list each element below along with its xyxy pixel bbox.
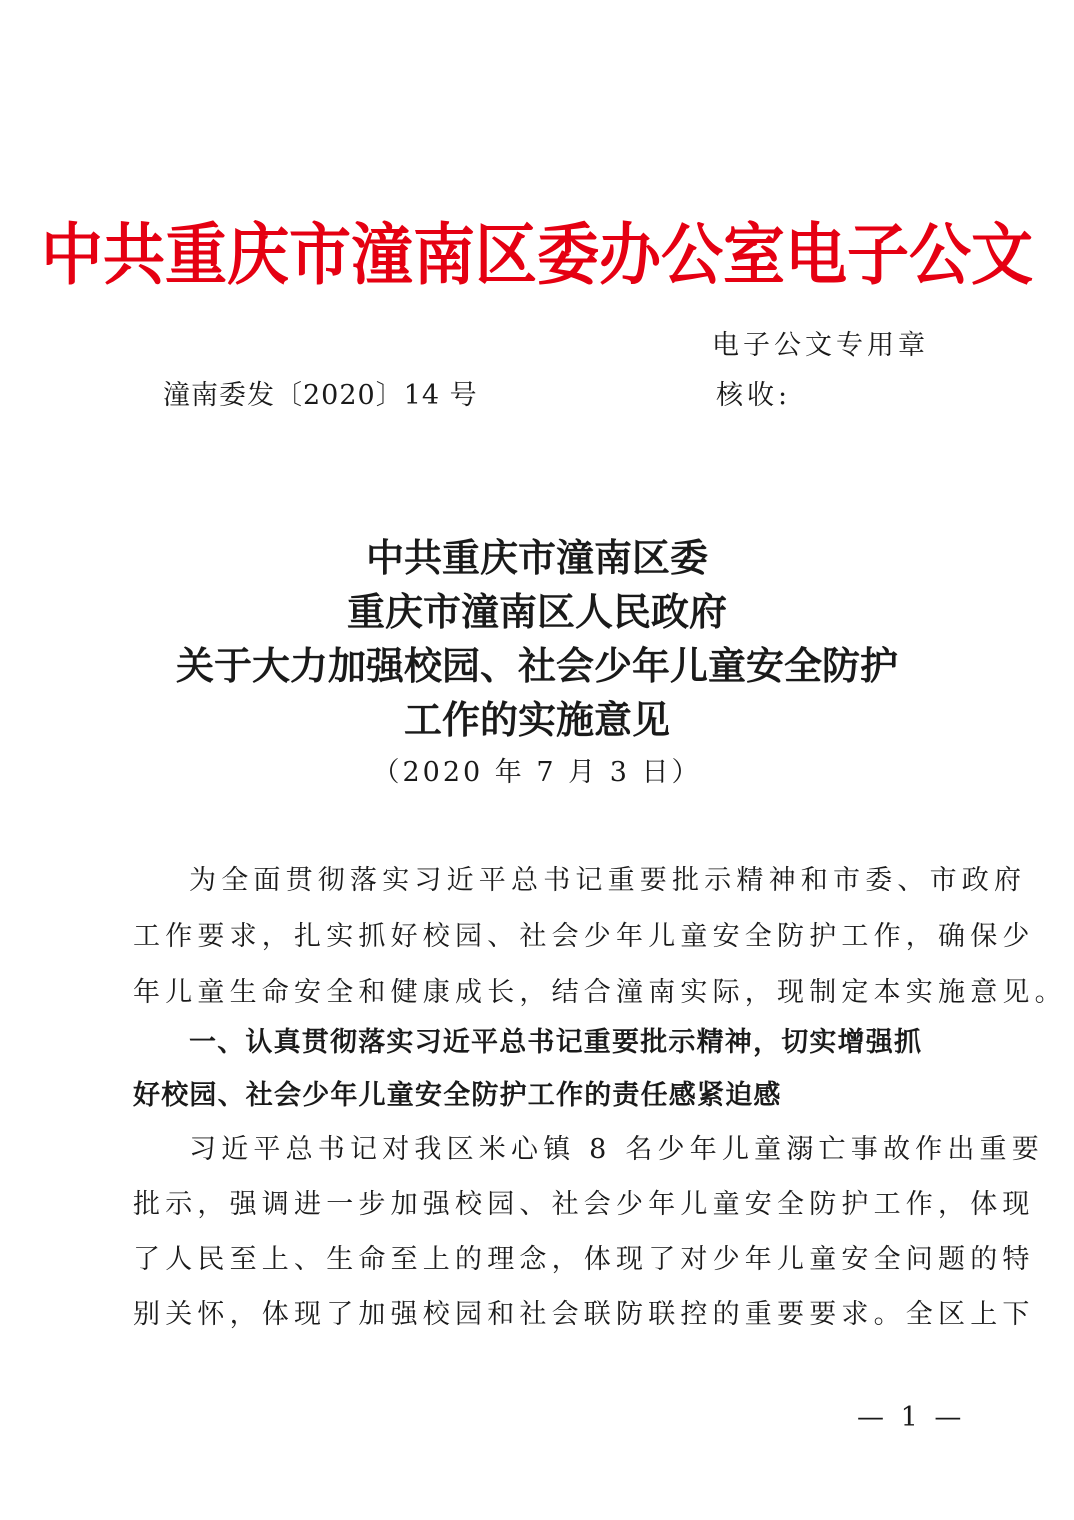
masthead-title: 中共重庆市潼南区委办公室电子公文 <box>40 215 1033 295</box>
section-heading-line: 一、认真贯彻落实习近平总书记重要批示精神，切实增强抓 <box>189 1027 923 1058</box>
document-title-line: 重庆市潼南区人民政府 <box>346 589 727 634</box>
paragraph-line: 为全面贯彻落实习近平总书记重要批示精神和市委、市政府 <box>189 865 1027 896</box>
document-date: （2020 年 7 月 3 日） <box>372 757 702 788</box>
document-number: 潼南委发〔2020〕14 号 <box>163 380 478 411</box>
seal-label: 电子公文专用章 <box>712 330 929 361</box>
document-title-line: 关于大力加强校园、社会少年儿童安全防护 <box>175 643 898 688</box>
paragraph-line: 习近平总书记对我区米心镇 8 名少年儿童溺亡事故作出重要 <box>189 1134 1044 1165</box>
paragraph-line: 年儿童生命安全和健康成长，结合潼南实际，现制定本实施意见。 <box>133 977 1067 1008</box>
paragraph-line: 别关怀，体现了加强校园和社会联防联控的重要要求。全区上下 <box>133 1299 1035 1330</box>
paragraph-line: 了人民至上、生命至上的理念，体现了对少年儿童安全问题的特 <box>133 1244 1035 1275</box>
paragraph-line: 批示，强调进一步加强校园、社会少年儿童安全防护工作，体现 <box>133 1189 1035 1220</box>
page-number: — 1 — <box>857 1402 966 1433</box>
section-heading-line: 好校园、社会少年儿童安全防护工作的责任感紧迫感 <box>133 1080 782 1111</box>
document-title-line: 工作的实施意见 <box>403 697 670 742</box>
document-title-line: 中共重庆市潼南区委 <box>365 535 708 580</box>
paragraph-line: 工作要求，扎实抓好校园、社会少年儿童安全防护工作，确保少 <box>133 921 1035 952</box>
receive-label: 核收: <box>716 380 792 411</box>
